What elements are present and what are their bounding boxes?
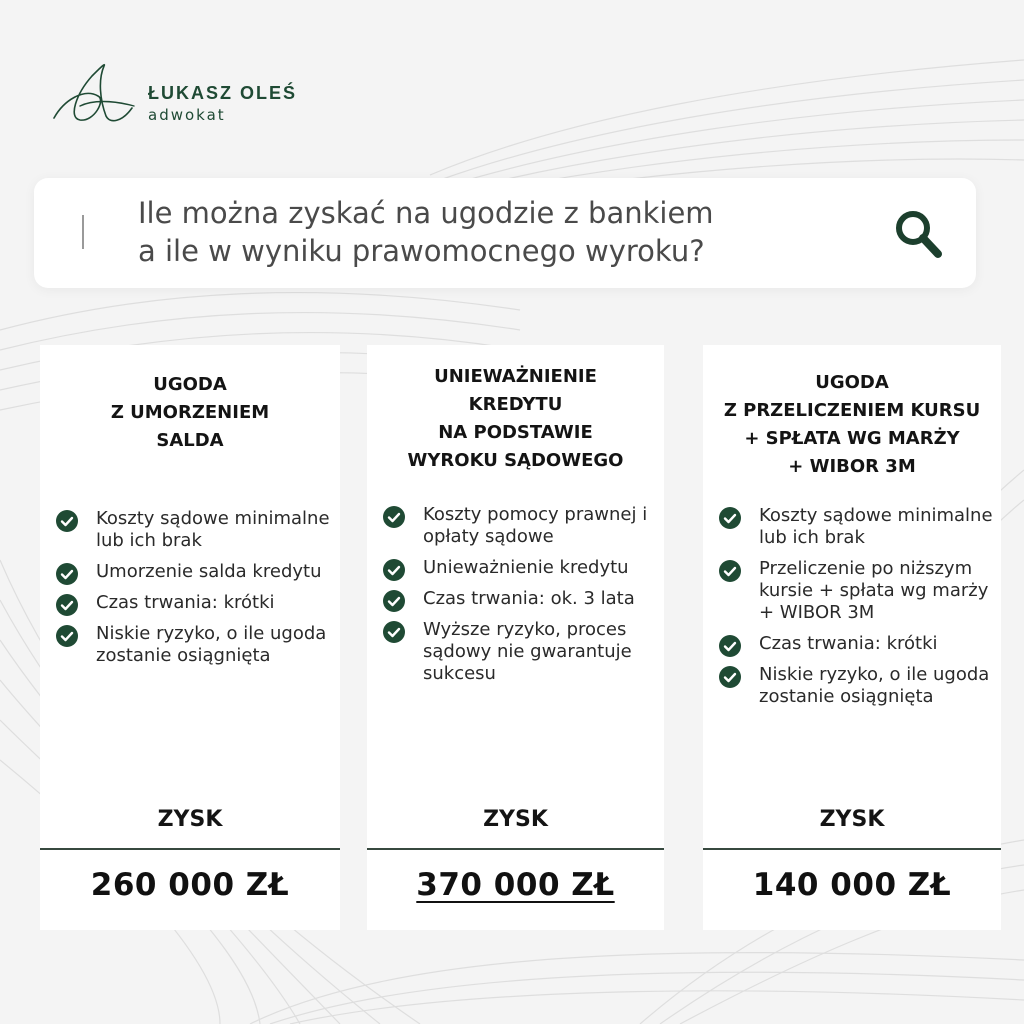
card-title-line: WYROKU SĄDOWEGO	[407, 450, 624, 471]
feature-item	[56, 623, 336, 667]
check-circle-icon	[383, 506, 405, 528]
feature-item	[719, 633, 999, 655]
card-title-line: NA PODSTAWIE	[438, 422, 593, 443]
divider	[367, 848, 664, 850]
feature-text: Koszty pomocy prawnej i opłaty sądowe	[423, 504, 648, 547]
check-circle-icon	[719, 666, 741, 688]
card-title-line: Z UMORZENIEM	[110, 402, 270, 423]
card-title-line: UGODA	[153, 374, 227, 395]
card-title-line: KREDYTU	[468, 394, 563, 415]
feature-item	[719, 558, 999, 624]
card-title	[40, 371, 340, 455]
profit-label: ZYSK	[483, 807, 548, 832]
check-circle-icon	[56, 625, 78, 647]
feature-list	[383, 504, 663, 694]
check-circle-icon	[383, 559, 405, 581]
check-circle-icon	[56, 510, 78, 532]
check-circle-icon	[383, 590, 405, 612]
feature-text: Czas trwania: ok. 3 lata	[423, 588, 635, 609]
card-title-line: Z PRZELICZENIEM KURSU	[723, 400, 981, 421]
profit-value: 140 000 ZŁ	[752, 867, 952, 903]
feature-text: Wyższe ryzyko, proces sądowy nie gwarantuje sukcesu	[423, 619, 632, 684]
signature-logo-icon	[50, 60, 140, 130]
feature-text: Umorzenie salda kredytu	[96, 561, 322, 582]
divider	[703, 848, 1001, 850]
divider	[40, 848, 340, 850]
feature-list	[56, 508, 336, 676]
search-query-line-1: Ile można zyskać na ugodzie z bankiem	[138, 196, 714, 230]
brand-subtitle: adwokat	[148, 106, 226, 124]
card-title-line: UGODA	[815, 372, 889, 393]
feature-item	[56, 561, 336, 583]
card-title-line: UNIEWAŻNIENIE	[434, 366, 597, 387]
option-card-settlement-conversion	[703, 345, 1001, 930]
card-title-line: + WIBOR 3M	[788, 456, 916, 477]
option-card-court-annulment	[367, 345, 664, 930]
profit-value: 370 000 ZŁ	[416, 867, 615, 903]
check-circle-icon	[383, 621, 405, 643]
feature-text: Koszty sądowe minimalne lub ich brak	[96, 508, 330, 551]
feature-item	[383, 619, 663, 685]
option-card-settlement-balance	[40, 345, 340, 930]
card-title	[367, 363, 664, 475]
feature-item	[719, 664, 999, 708]
check-circle-icon	[719, 507, 741, 529]
feature-text: Czas trwania: krótki	[759, 633, 938, 654]
profit-label: ZYSK	[157, 807, 223, 832]
search-bar[interactable]	[34, 178, 976, 288]
feature-text: Niskie ryzyko, o ile ugoda zostanie osiągnięta	[759, 664, 990, 707]
search-icon[interactable]	[888, 204, 948, 264]
feature-text: Przeliczenie po niższym kursie + spłata wg marży + WIBOR 3M	[759, 558, 989, 623]
check-circle-icon	[56, 594, 78, 616]
text-cursor	[82, 215, 84, 249]
check-circle-icon	[719, 635, 741, 657]
feature-text: Unieważnienie kredytu	[423, 557, 629, 578]
feature-item	[56, 508, 336, 552]
card-title	[703, 369, 1001, 481]
feature-text: Czas trwania: krótki	[96, 592, 275, 613]
profit-label: ZYSK	[819, 807, 885, 832]
feature-text: Niskie ryzyko, o ile ugoda zostanie osiągnięta	[96, 623, 327, 666]
feature-text: Koszty sądowe minimalne lub ich brak	[759, 505, 993, 548]
feature-item	[56, 592, 336, 614]
feature-item	[383, 504, 663, 548]
brand-name: ŁUKASZ OLEŚ	[148, 83, 298, 103]
feature-item	[719, 505, 999, 549]
check-circle-icon	[719, 560, 741, 582]
feature-item	[383, 557, 663, 579]
feature-item	[383, 588, 663, 610]
profit-value: 260 000 ZŁ	[90, 867, 290, 903]
feature-list	[719, 505, 999, 717]
card-title-line: + SPŁATA WG MARŻY	[744, 428, 960, 449]
check-circle-icon	[56, 563, 78, 585]
search-query-line-2: a ile w wyniku prawomocnego wyroku?	[138, 234, 705, 268]
brand-logo	[50, 60, 320, 130]
search-query[interactable]	[138, 194, 858, 270]
card-title-line: SALDA	[156, 430, 224, 451]
